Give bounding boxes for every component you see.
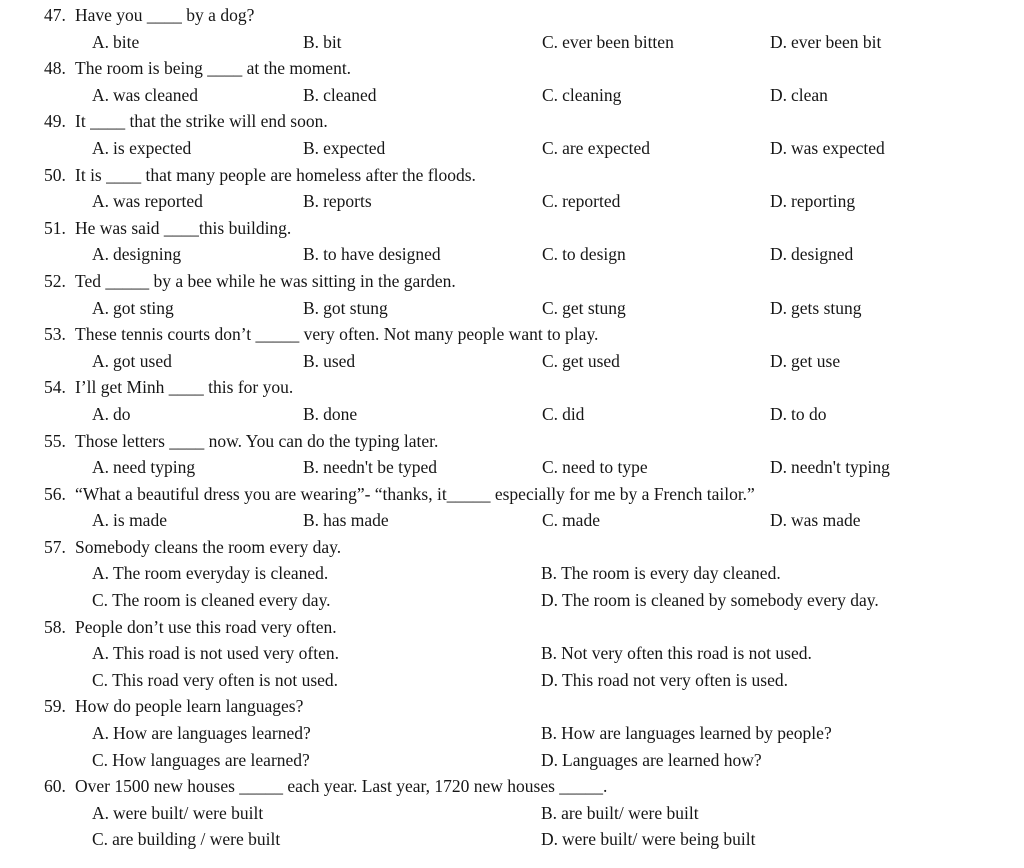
option-text: get stung	[562, 297, 626, 318]
question-line	[0, 55, 1024, 82]
option-a	[92, 640, 339, 667]
option-label: C.	[542, 191, 559, 212]
question-line	[0, 374, 1024, 401]
option-label: C.	[542, 244, 559, 265]
option-text: is made	[113, 510, 167, 531]
options-line	[0, 747, 1024, 774]
options-line	[0, 587, 1024, 614]
option-b	[303, 135, 385, 162]
option-text: bit	[323, 31, 342, 52]
option-label: D.	[541, 749, 559, 770]
option-text: was cleaned	[113, 84, 199, 105]
option-label: D.	[770, 350, 788, 371]
option-label: C.	[542, 31, 559, 52]
option-label: A.	[92, 643, 110, 664]
option-label: A.	[92, 137, 110, 158]
option-text: How are languages learned by people?	[561, 723, 832, 744]
question-text: Have you ____ by a dog?	[75, 5, 255, 25]
option-text: was expected	[791, 137, 885, 158]
option-text: are building / were built	[112, 829, 281, 850]
option-label: D.	[770, 457, 788, 478]
option-text: The room is cleaned every day.	[112, 590, 331, 611]
option-text: to have designed	[323, 244, 441, 265]
option-d	[770, 348, 840, 375]
option-c	[542, 295, 626, 322]
option-label: B.	[303, 191, 320, 212]
option-label: A.	[92, 403, 110, 424]
option-c	[92, 747, 310, 774]
question-number: 54.	[44, 377, 66, 398]
option-d	[541, 747, 762, 774]
option-a	[92, 560, 328, 587]
options-line	[0, 188, 1024, 215]
option-d	[541, 826, 755, 853]
option-c	[542, 188, 620, 215]
options-line	[0, 454, 1024, 481]
option-a	[92, 188, 203, 215]
option-label: B.	[303, 297, 320, 318]
option-b	[303, 241, 441, 268]
option-text: cleaning	[562, 84, 622, 105]
option-text: get used	[562, 350, 620, 371]
option-text: got sting	[113, 297, 174, 318]
question-line	[0, 693, 1024, 720]
question-text: How do people learn languages?	[75, 696, 304, 717]
options-line	[0, 507, 1024, 534]
option-a	[92, 800, 263, 827]
question-line	[0, 268, 1024, 295]
option-label: C.	[542, 137, 559, 158]
options-line	[0, 667, 1024, 694]
option-text: This road is not used very often.	[113, 643, 340, 664]
option-text: got used	[113, 350, 172, 371]
option-text: expected	[323, 137, 386, 158]
option-label: D.	[770, 244, 788, 265]
option-c	[542, 348, 620, 375]
option-a	[92, 135, 191, 162]
option-label: A.	[92, 723, 110, 744]
options-line	[0, 826, 1024, 853]
option-label: D.	[770, 191, 788, 212]
option-text: The room is every day cleaned.	[561, 563, 781, 584]
question-line	[0, 534, 1024, 561]
option-b	[303, 348, 355, 375]
question-text: “What a beautiful dress you are wearing”- “thanks, it_____ especially for me by a French tailor.”	[75, 483, 755, 504]
option-a	[92, 401, 131, 428]
option-d	[770, 241, 853, 268]
option-label: B.	[303, 137, 320, 158]
question-line	[0, 481, 1024, 508]
option-a	[92, 348, 172, 375]
option-b	[541, 640, 812, 667]
option-d	[770, 401, 827, 428]
option-b	[303, 295, 388, 322]
option-label: B.	[303, 350, 320, 371]
option-a	[92, 295, 174, 322]
option-text: get use	[791, 350, 841, 371]
option-label: A.	[92, 457, 110, 478]
option-c	[542, 29, 674, 56]
options-line	[0, 82, 1024, 109]
question-text: It is ____ that many people are homeless after the floods.	[75, 164, 476, 185]
option-text: gets stung	[791, 297, 862, 318]
option-d	[770, 135, 885, 162]
option-text: clean	[791, 84, 828, 105]
option-text: did	[562, 403, 585, 424]
option-label: A.	[92, 350, 110, 371]
option-b	[541, 720, 832, 747]
option-label: C.	[542, 457, 559, 478]
option-d	[770, 454, 890, 481]
question-line	[0, 321, 1024, 348]
options-line	[0, 640, 1024, 667]
option-label: B.	[303, 31, 320, 52]
option-label: D.	[770, 297, 788, 318]
option-c	[92, 826, 280, 853]
option-label: D.	[770, 84, 788, 105]
option-label: A.	[92, 244, 110, 265]
option-text: is expected	[113, 137, 192, 158]
option-d	[770, 188, 855, 215]
option-d	[770, 507, 861, 534]
options-line	[0, 135, 1024, 162]
options-line	[0, 241, 1024, 268]
option-text: reporting	[791, 191, 856, 212]
options-line	[0, 295, 1024, 322]
options-line	[0, 800, 1024, 827]
option-text: This road very often is not used.	[112, 669, 339, 690]
option-text: got stung	[323, 297, 388, 318]
question-number: 52.	[44, 270, 66, 291]
question-line	[0, 773, 1024, 800]
option-label: D.	[770, 510, 788, 531]
option-label: B.	[541, 563, 558, 584]
option-text: How are languages learned?	[113, 723, 311, 744]
question-number: 51.	[44, 217, 66, 238]
option-text: was made	[791, 510, 861, 531]
option-text: do	[113, 403, 131, 424]
question-line	[0, 614, 1024, 641]
question-number: 48.	[44, 58, 66, 79]
option-c	[542, 507, 600, 534]
option-label: A.	[92, 191, 110, 212]
option-label: B.	[303, 510, 320, 531]
options-line	[0, 29, 1024, 56]
option-a	[92, 454, 195, 481]
option-text: ever been bit	[791, 31, 882, 52]
option-label: C.	[542, 84, 559, 105]
question-number: 59.	[44, 696, 66, 717]
option-text: were built/ were being built	[562, 829, 756, 850]
question-text: I’ll get Minh ____ this for you.	[75, 377, 294, 398]
option-d	[541, 667, 788, 694]
option-text: designing	[113, 244, 182, 265]
option-label: C.	[542, 403, 559, 424]
option-text: made	[562, 510, 600, 531]
option-label: A.	[92, 31, 110, 52]
option-b	[541, 800, 699, 827]
option-text: The room everyday is cleaned.	[113, 563, 329, 584]
option-label: B.	[541, 802, 558, 823]
option-c	[542, 241, 626, 268]
option-label: A.	[92, 802, 110, 823]
option-label: D.	[770, 403, 788, 424]
option-label: B.	[303, 403, 320, 424]
question-text: The room is being ____ at the moment.	[75, 58, 352, 79]
option-label: C.	[542, 350, 559, 371]
question-number: 55.	[44, 430, 66, 451]
question-number: 57.	[44, 536, 66, 557]
option-label: D.	[770, 31, 788, 52]
option-text: reports	[323, 191, 372, 212]
option-label: B.	[303, 84, 320, 105]
option-b	[303, 82, 377, 109]
option-label: D.	[541, 829, 559, 850]
option-b	[303, 29, 342, 56]
question-line	[0, 2, 1024, 29]
option-a	[92, 507, 167, 534]
option-c	[542, 454, 648, 481]
option-b	[303, 454, 437, 481]
question-text: Somebody cleans the room every day.	[75, 536, 342, 557]
options-line	[0, 720, 1024, 747]
option-label: B.	[303, 457, 320, 478]
question-text: These tennis courts don’t _____ very often. Not many people want to play.	[75, 324, 599, 345]
question-number: 53.	[44, 324, 66, 345]
option-text: The room is cleaned by somebody every day.	[562, 590, 879, 611]
option-text: need to type	[562, 457, 648, 478]
option-label: B.	[541, 723, 558, 744]
option-text: are expected	[562, 137, 650, 158]
option-label: A.	[92, 510, 110, 531]
option-a	[92, 720, 311, 747]
option-label: A.	[92, 297, 110, 318]
option-label: C.	[542, 510, 559, 531]
option-b	[303, 401, 357, 428]
question-number: 56.	[44, 483, 66, 504]
option-text: needn't typing	[791, 457, 890, 478]
option-label: C.	[92, 669, 109, 690]
option-text: designed	[791, 244, 854, 265]
option-label: D.	[770, 137, 788, 158]
options-line	[0, 401, 1024, 428]
option-text: to do	[791, 403, 827, 424]
option-b	[541, 560, 781, 587]
question-text: Over 1500 new houses _____ each year. Last year, 1720 new houses _____.	[75, 776, 608, 797]
option-text: were built/ were built	[113, 802, 264, 823]
question-line	[0, 162, 1024, 189]
option-text: How languages are learned?	[112, 749, 310, 770]
option-label: A.	[92, 563, 110, 584]
question-text: It ____ that the strike will end soon.	[75, 111, 328, 132]
option-b	[303, 188, 372, 215]
question-text: Ted _____ by a bee while he was sitting in the garden.	[75, 270, 456, 291]
option-a	[92, 241, 181, 268]
option-c	[542, 135, 650, 162]
question-number: 49.	[44, 111, 66, 132]
option-text: done	[323, 403, 358, 424]
question-line	[0, 108, 1024, 135]
option-c	[542, 401, 584, 428]
option-c	[92, 667, 338, 694]
option-text: used	[323, 350, 356, 371]
option-text: ever been bitten	[562, 31, 674, 52]
option-label: D.	[541, 590, 559, 611]
option-label: A.	[92, 84, 110, 105]
option-a	[92, 29, 139, 56]
question-number: 47.	[44, 5, 66, 25]
option-text: need typing	[113, 457, 196, 478]
option-label: C.	[92, 829, 109, 850]
option-d	[770, 29, 881, 56]
option-text: This road not very often is used.	[562, 669, 789, 690]
option-label: C.	[92, 590, 109, 611]
option-text: cleaned	[323, 84, 377, 105]
question-line	[0, 215, 1024, 242]
option-text: needn't be typed	[323, 457, 438, 478]
option-text: reported	[562, 191, 621, 212]
question-text: He was said ____this building.	[75, 217, 292, 238]
option-b	[303, 507, 389, 534]
option-text: bite	[113, 31, 140, 52]
option-d	[770, 295, 862, 322]
option-text: has made	[323, 510, 389, 531]
option-c	[92, 587, 331, 614]
option-label: D.	[541, 669, 559, 690]
option-text: Languages are learned how?	[562, 749, 762, 770]
options-line	[0, 560, 1024, 587]
question-number: 58.	[44, 616, 66, 637]
question-number: 60.	[44, 776, 66, 797]
option-c	[542, 82, 621, 109]
option-label: C.	[542, 297, 559, 318]
option-text: to design	[562, 244, 626, 265]
option-d	[541, 587, 879, 614]
options-line	[0, 348, 1024, 375]
question-line	[0, 428, 1024, 455]
option-d	[770, 82, 828, 109]
option-text: was reported	[113, 191, 203, 212]
option-label: C.	[92, 749, 109, 770]
option-label: B.	[303, 244, 320, 265]
question-number: 50.	[44, 164, 66, 185]
option-a	[92, 82, 198, 109]
option-text: Not very often this road is not used.	[561, 643, 812, 664]
option-text: are built/ were built	[561, 802, 699, 823]
question-text: Those letters ____ now. You can do the typing later.	[75, 430, 439, 451]
question-text: People don’t use this road very often.	[75, 616, 337, 637]
option-label: B.	[541, 643, 558, 664]
